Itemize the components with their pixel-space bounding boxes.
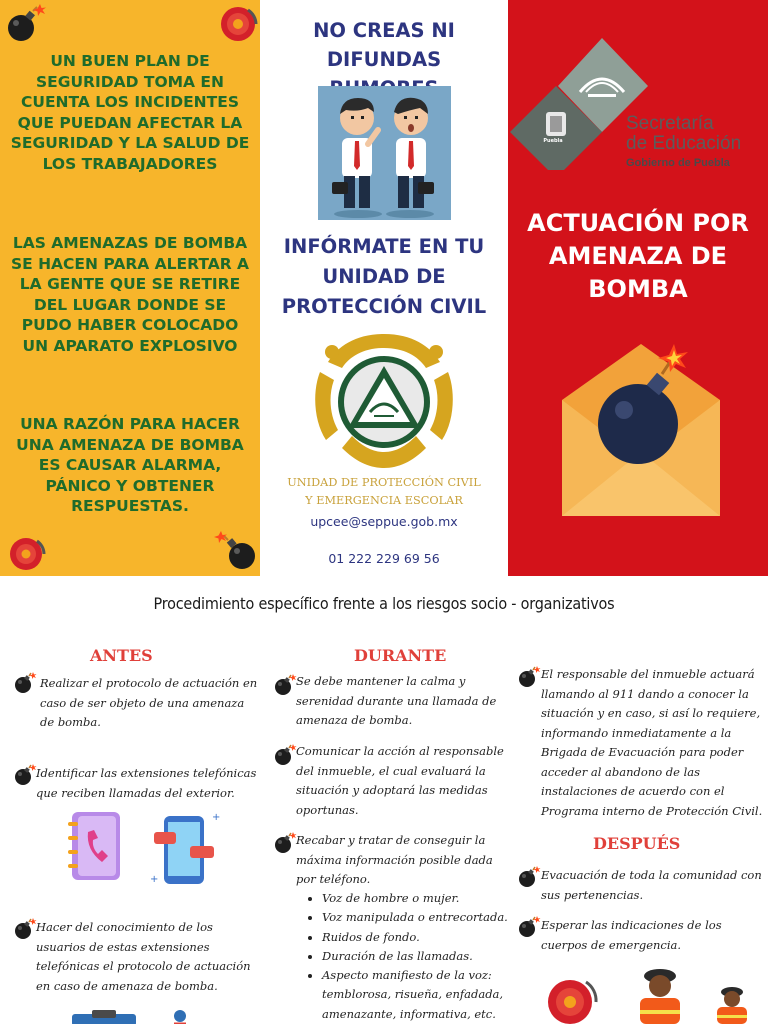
unit-name-line1: UNIDAD DE PROTECCIÓN CIVIL bbox=[287, 476, 481, 489]
secretaria-logo-text bbox=[626, 114, 766, 172]
inform-heading: INFÓRMATE EN TU UNIDAD DE PROTECCIÓN CIVIL bbox=[281, 235, 487, 318]
bomb-icon bbox=[12, 672, 37, 694]
bomb-icon bbox=[516, 866, 541, 888]
bomb-icon bbox=[214, 530, 258, 572]
logo-line-2: de Educación bbox=[626, 133, 742, 154]
puebla-seal-text: Puebla bbox=[543, 138, 563, 144]
business-men-illustration bbox=[318, 86, 451, 220]
bomb-icon bbox=[12, 918, 37, 940]
despues-item-2: Esperar las indicaciones de los cuerpos de emergencia. bbox=[541, 918, 722, 952]
phone-book-icon bbox=[66, 810, 126, 882]
envelope-bomb-icon bbox=[556, 340, 726, 520]
svg-text:+: + bbox=[212, 812, 221, 823]
bomb-icon bbox=[516, 916, 541, 938]
logo-line-1: Secretaría bbox=[626, 113, 714, 134]
unit-name-line2: Y EMERGENCIA ESCOLAR bbox=[305, 494, 463, 507]
list-item: • Voz de hombre o mujer. bbox=[322, 889, 516, 908]
civil-protection-logo bbox=[312, 332, 456, 472]
rumors-heading: NO CREAS NI DIFUNDAS bbox=[313, 19, 455, 71]
antes-item-3: Hacer del conocimiento de los usuarios de estas extensiones telefónicas el protocolo de actuación en caso de amenaza de bomba. bbox=[36, 920, 251, 993]
logo-line-3: Gobierno de Puebla bbox=[626, 157, 730, 169]
bomb-icon bbox=[272, 832, 297, 854]
evacuation-responsible-item: El responsable del inmueble actuará llamando al 911 dando a conocer la situación y en caso, si así lo requiere, informando inmediatamente a la Brigada de Evacuación para poder acceder al abandono de las instalaciones de acuerdo con el Programa interno de Protección Civil. bbox=[541, 667, 763, 818]
firefighter-icon bbox=[632, 966, 688, 1024]
bomb-icon bbox=[5, 4, 47, 44]
list-item: • Voz manipulada o entrecortada. bbox=[322, 908, 516, 927]
bomb-icon bbox=[12, 764, 37, 786]
contact-email[interactable]: upcee@seppue.gob.mx bbox=[310, 514, 458, 529]
despues-item-1: Evacuación de toda la comunidad con sus pertenencias. bbox=[541, 868, 762, 902]
bomb-icon bbox=[516, 666, 541, 688]
durante-item-3: Recabar y tratar de conseguir la máxima información posible dada por teléfono. bbox=[296, 833, 493, 886]
svg-text:+: + bbox=[150, 874, 159, 885]
left-paragraph-1: UN BUEN PLAN DE SEGURIDAD TOMA EN CUENTA LOS INCIDENTES QUE PUEDAN AFECTAR LA SEGURIDAD Y LA SALUD DE LOS TRABAJADORES bbox=[10, 52, 250, 173]
antes-item-2: Identificar las extensiones telefónicas que reciben llamadas del exterior. bbox=[36, 766, 257, 800]
alarm-bell-icon bbox=[544, 972, 610, 1024]
left-paragraph-3: UNA RAZÓN PARA HACER UNA AMENAZA DE BOMBA ES CAUSAR ALARMA, PÁNICO Y OBTENER RESPUESTAS. bbox=[16, 415, 244, 515]
firefighter-icon bbox=[712, 986, 752, 1024]
procedure-subtitle: Procedimiento específico frente a los riesgos socio - organizativos bbox=[153, 594, 615, 613]
list-item: • Duración de las llamadas. bbox=[322, 947, 516, 966]
durante-item-2: Comunicar la acción al responsable del inmueble, el cual evaluará la situación y adoptará las medidas oportunas. bbox=[296, 744, 504, 817]
main-title: ACTUACIÓN POR AMENAZA DE BOMBA bbox=[527, 209, 749, 303]
smartphone-icon bbox=[150, 810, 222, 888]
bomb-icon bbox=[272, 674, 297, 696]
bomb-icon bbox=[272, 744, 297, 766]
despues-heading: DESPUÉS bbox=[593, 834, 681, 853]
clipboard-icon bbox=[70, 1008, 140, 1024]
durante-heading: DURANTE bbox=[354, 646, 447, 665]
list-item: • Aspecto manifiesto de la voz: temblorosa, risueña, enfadada, amenazante, informativa, etc. bbox=[322, 966, 516, 1024]
left-paragraph-2: LAS AMENAZAS DE BOMBA SE HACEN PARA ALERTAR A LA GENTE QUE SE RETIRE DEL LUGAR DONDE SE PUDO HABER COLOCADO UN APARATO EXPLOSIVO bbox=[10, 234, 250, 355]
list-item: • Ruidos de fondo. bbox=[322, 928, 516, 947]
contact-phone[interactable]: 01 222 229 69 56 bbox=[328, 551, 440, 566]
antes-heading: ANTES bbox=[90, 646, 153, 665]
antes-item-1: Realizar el protocolo de actuación en caso de ser objeto de una amenaza de bomba. bbox=[40, 676, 258, 729]
alarm-bell-icon bbox=[4, 534, 48, 572]
voice-bullet-list bbox=[300, 889, 516, 1024]
figure-icon bbox=[166, 1008, 196, 1024]
alarm-bell-icon bbox=[218, 4, 258, 44]
durante-item-1: Se debe mantener la calma y serenidad durante una llamada de amenaza de bomba. bbox=[296, 674, 497, 727]
